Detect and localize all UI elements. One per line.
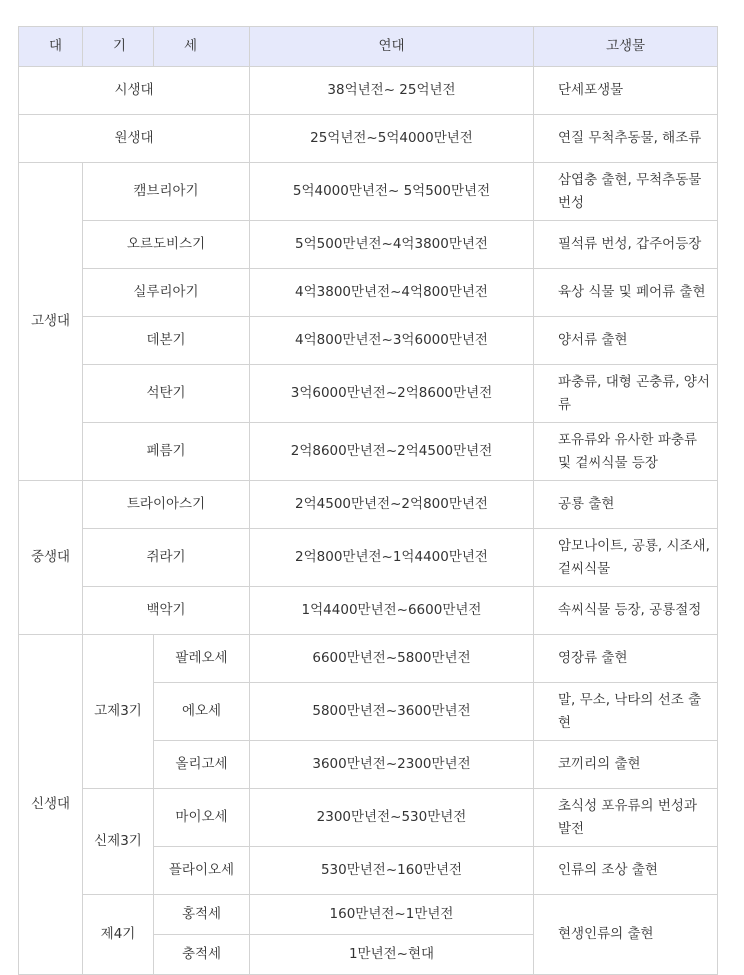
period-name: 데본기: [83, 317, 250, 365]
age-cell: 2억800만년전~1억4400만년전: [250, 529, 534, 587]
era-mesozoic: 중생대: [19, 481, 83, 635]
epoch-name: 팔레오세: [154, 635, 250, 683]
table-row: [19, 269, 718, 317]
fossil-cell: 양서류 출현: [534, 317, 718, 365]
age-cell: 4억3800만년전~4억800만년전: [250, 269, 534, 317]
age-cell: 38억년전~ 25억년전: [250, 67, 534, 115]
table-row: [19, 163, 718, 221]
epoch-name: 마이오세: [154, 789, 250, 847]
age-cell: 1만년전~현대: [250, 935, 534, 975]
epoch-name: 에오세: [154, 683, 250, 741]
table-row: [19, 67, 718, 115]
fossil-cell: 공룡 출현: [534, 481, 718, 529]
age-cell: 3억6000만년전~2억8600만년전: [250, 365, 534, 423]
age-cell: 6600만년전~5800만년전: [250, 635, 534, 683]
fossil-cell: 속씨식물 등장, 공룡절정: [534, 587, 718, 635]
table-row: [19, 529, 718, 587]
table-row: [19, 587, 718, 635]
fossil-cell: 육상 식물 및 페어류 출현: [534, 269, 718, 317]
period-name: 실루리아기: [83, 269, 250, 317]
period-name: 쥐라기: [83, 529, 250, 587]
epoch-name: 홍적세: [154, 895, 250, 935]
table-row: [19, 895, 718, 935]
fossil-cell: 연질 무척추동물, 해조류: [534, 115, 718, 163]
epoch-name: 충적세: [154, 935, 250, 975]
fossil-cell: 코끼리의 출현: [534, 741, 718, 789]
table-row: [19, 317, 718, 365]
table-row: [19, 221, 718, 269]
header-epoch: 세: [154, 27, 250, 67]
era-cenozoic: 신생대: [19, 635, 83, 975]
fossil-cell: 필석류 번성, 갑주어등장: [534, 221, 718, 269]
period-name: 트라이아스기: [83, 481, 250, 529]
period-name: 오르도비스기: [83, 221, 250, 269]
age-cell: 25억년전~5억4000만년전: [250, 115, 534, 163]
table-row: [19, 635, 718, 683]
fossil-cell: 파충류, 대형 곤충류, 양서류: [534, 365, 718, 423]
period-name: 캠브리아기: [83, 163, 250, 221]
fossil-cell: 현생인류의 출현: [534, 895, 718, 975]
geologic-time-table: [18, 26, 718, 975]
fossil-cell: 암모나이트, 공룡, 시조새, 겉씨식물: [534, 529, 718, 587]
fossil-cell: 초식성 포유류의 번성과 발전: [534, 789, 718, 847]
eon-name: 원생대: [19, 115, 250, 163]
fossil-cell: 삼엽충 출현, 무척추동물 번성: [534, 163, 718, 221]
header-fossil: 고생물: [534, 27, 718, 67]
eon-name: 시생대: [19, 67, 250, 115]
fossil-cell: 단세포생물: [534, 67, 718, 115]
age-cell: 5800만년전~3600만년전: [250, 683, 534, 741]
table-row: [19, 365, 718, 423]
age-cell: 2억4500만년전~2억800만년전: [250, 481, 534, 529]
fossil-cell: 영장류 출현: [534, 635, 718, 683]
age-cell: 5억500만년전~4억3800만년전: [250, 221, 534, 269]
age-cell: 5억4000만년전~ 5억500만년전: [250, 163, 534, 221]
epoch-name: 올리고세: [154, 741, 250, 789]
age-cell: 3600만년전~2300만년전: [250, 741, 534, 789]
period-paleogene: 고제3기: [83, 635, 154, 789]
period-name: 페름기: [83, 423, 250, 481]
period-name: 백악기: [83, 587, 250, 635]
header-period: 기: [83, 27, 154, 67]
header-age: 연대: [250, 27, 534, 67]
table-row: [19, 789, 718, 847]
table-row: [19, 423, 718, 481]
age-cell: 1억4400만년전~6600만년전: [250, 587, 534, 635]
age-cell: 2300만년전~530만년전: [250, 789, 534, 847]
table-row: [19, 481, 718, 529]
period-neogene: 신제3기: [83, 789, 154, 895]
age-cell: 4억800만년전~3억6000만년전: [250, 317, 534, 365]
period-name: 석탄기: [83, 365, 250, 423]
age-cell: 530만년전~160만년전: [250, 847, 534, 895]
era-paleozoic: 고생대: [19, 163, 83, 481]
age-cell: 2억8600만년전~2억4500만년전: [250, 423, 534, 481]
fossil-cell: 인류의 조상 출현: [534, 847, 718, 895]
epoch-name: 플라이오세: [154, 847, 250, 895]
period-quaternary: 제4기: [83, 895, 154, 975]
fossil-cell: 말, 무소, 낙타의 선조 출현: [534, 683, 718, 741]
fossil-cell: 포유류와 유사한 파충류 및 겉씨식물 등장: [534, 423, 718, 481]
header-era: 대: [19, 27, 83, 67]
header-row: [19, 27, 718, 67]
age-cell: 160만년전~1만년전: [250, 895, 534, 935]
table-row: [19, 115, 718, 163]
